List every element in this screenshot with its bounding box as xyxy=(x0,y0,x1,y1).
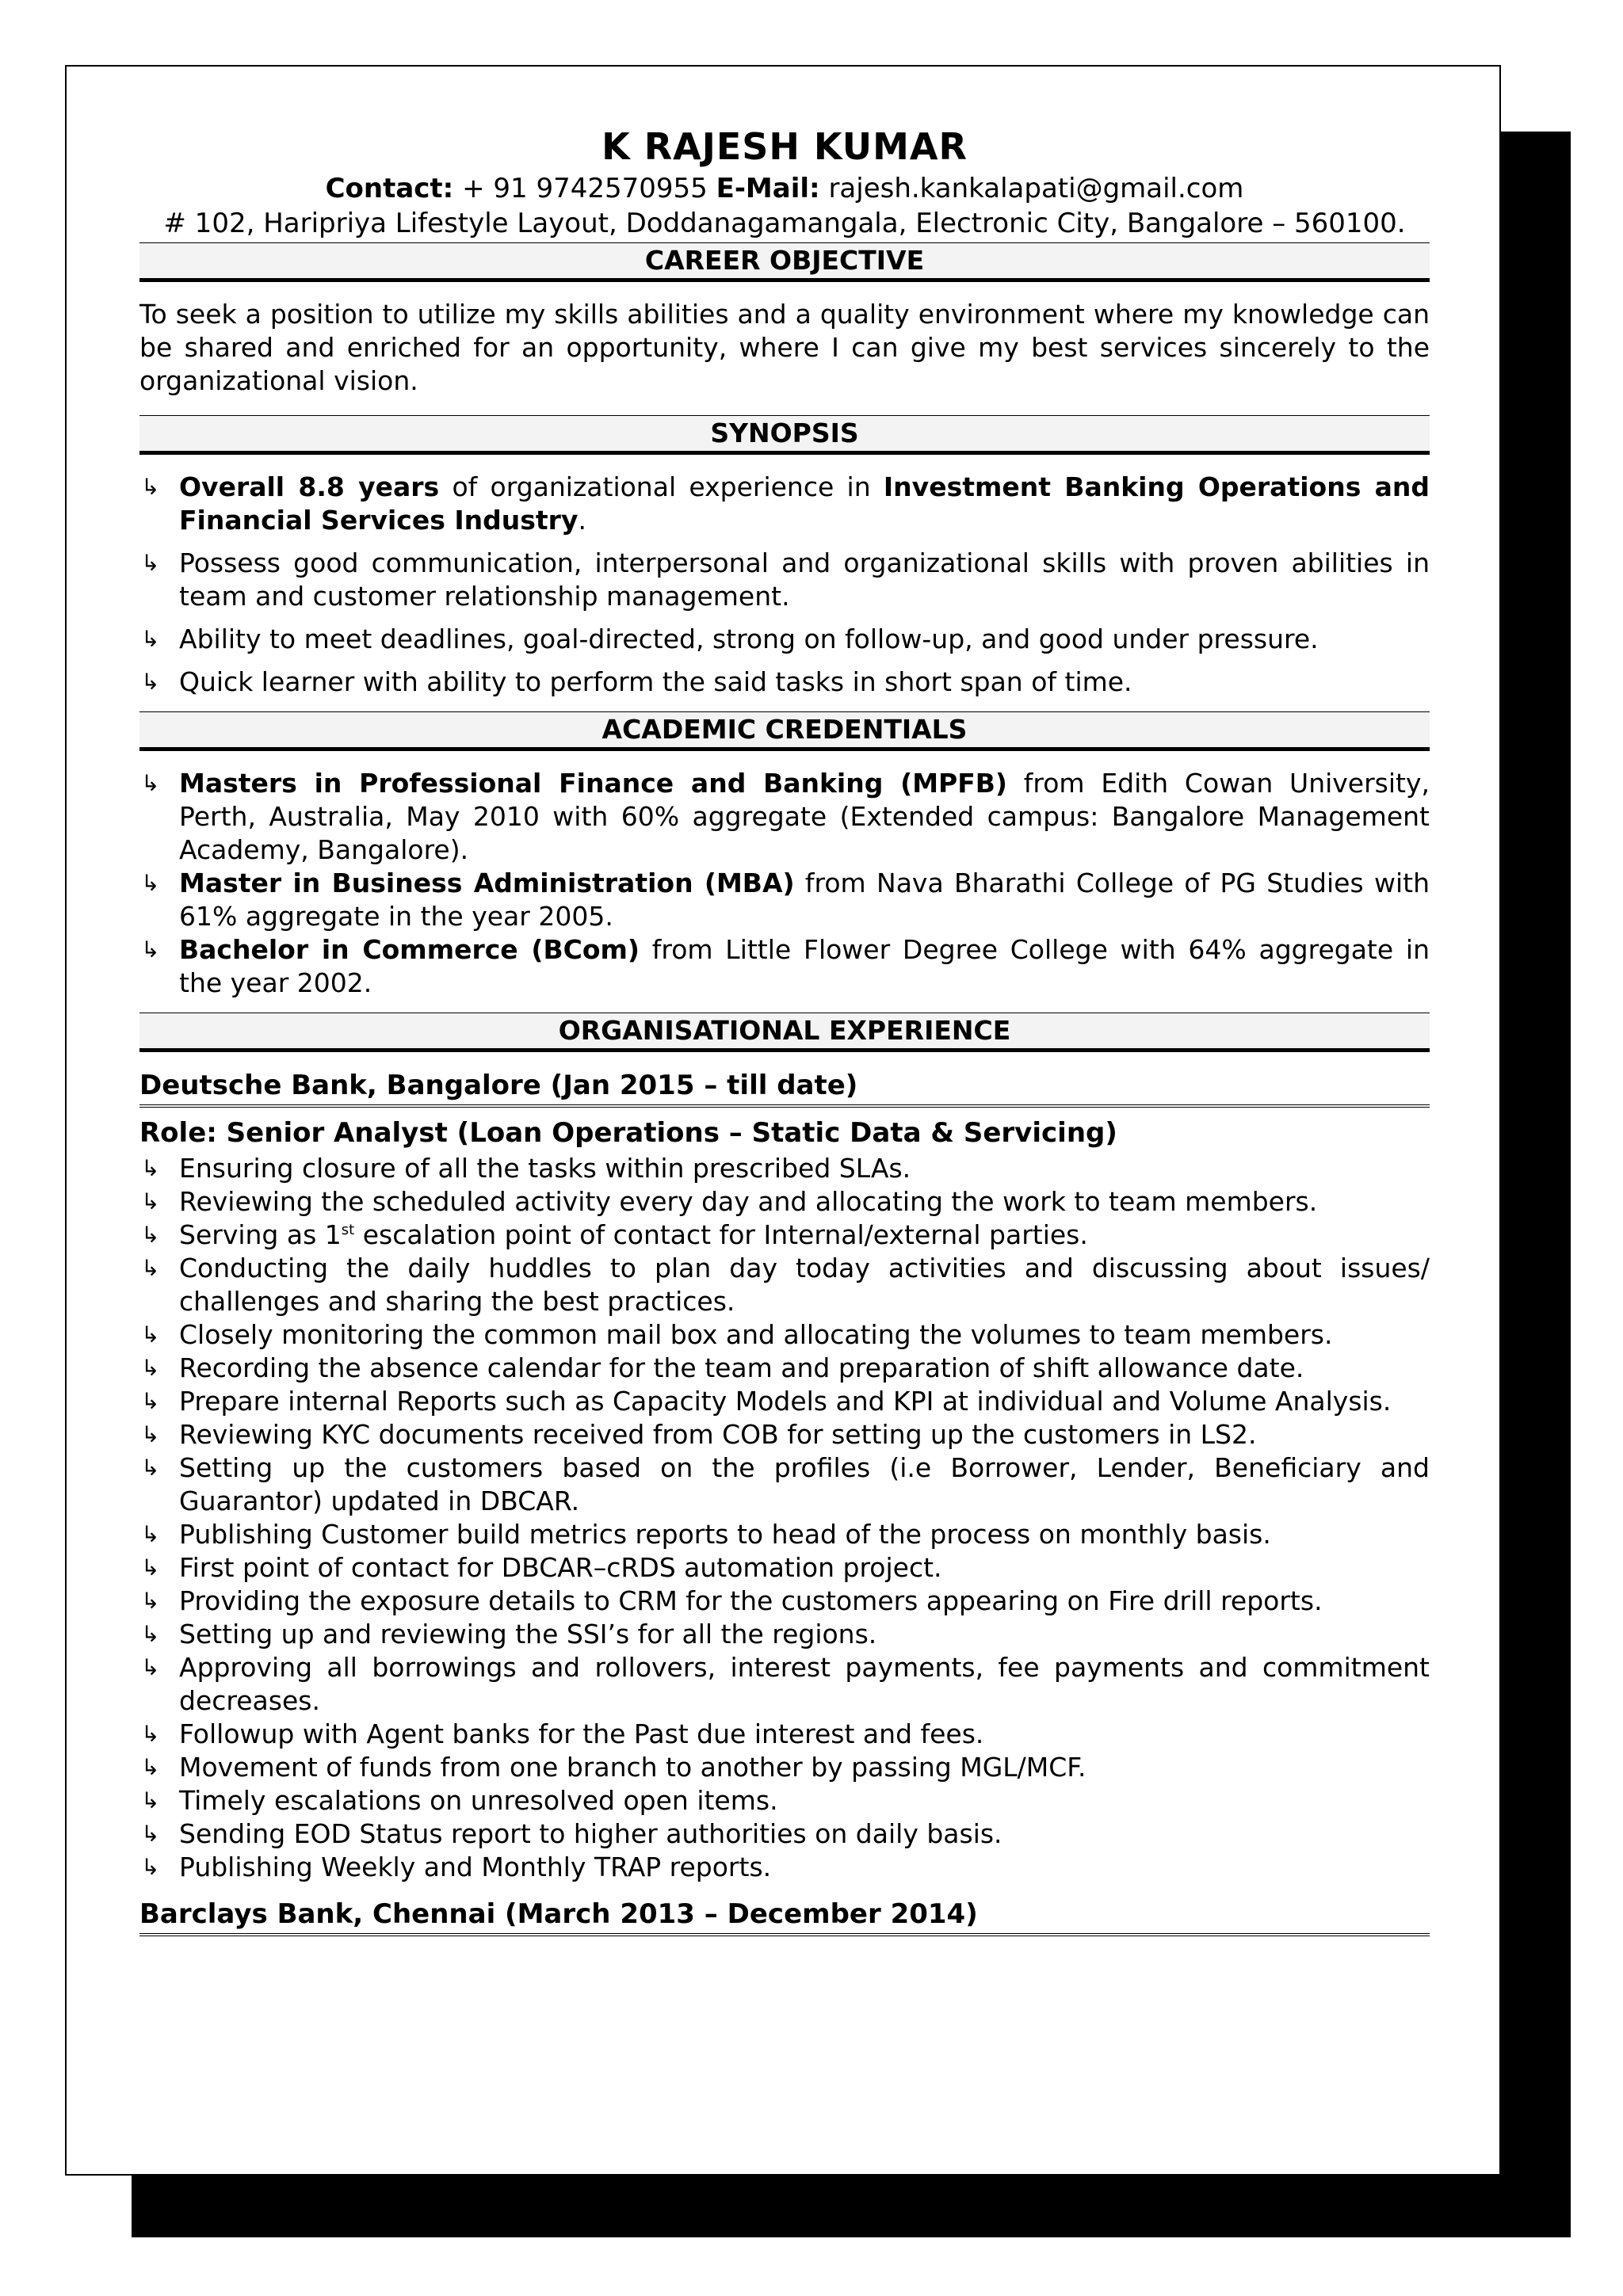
arrow-bullet-icon: ↳ xyxy=(141,1222,160,1248)
resume-content xyxy=(139,122,1430,1944)
arrow-bullet-icon: ↳ xyxy=(141,1155,160,1181)
arrow-bullet-icon: ↳ xyxy=(141,626,160,652)
list-item xyxy=(139,1252,1430,1318)
duty-text: Conducting the daily huddles to plan day today activities and discussing about issues/ challenges and sharing the best practices. xyxy=(179,1253,1430,1317)
synopsis-text: Possess good communication, interpersonal and organizational skills with proven abilities in team and customer relationship management. xyxy=(179,547,1430,612)
list-item xyxy=(139,623,1430,656)
role-title: Role: Senior Analyst (Loan Operations – Static Data & Servicing) xyxy=(139,1117,1117,1149)
list-item xyxy=(139,1851,1430,1884)
list-item xyxy=(139,471,1430,537)
list-item xyxy=(139,1318,1430,1352)
address-line: # 102, Haripriya Lifestyle Layout, Doddanagamangala, Electronic City, Bangalore – 560100. xyxy=(163,208,1406,239)
synopsis-bold: Overall 8.8 years xyxy=(179,471,440,502)
synopsis-text: . xyxy=(578,505,586,536)
list-item xyxy=(139,1784,1430,1817)
duty-text: Timely escalations on unresolved open items. xyxy=(179,1785,778,1816)
arrow-bullet-icon: ↳ xyxy=(141,1654,160,1680)
degree-name: Masters in Professional Finance and Banking (MPFB) xyxy=(179,768,1008,799)
duty-text: Recording the absence calendar for the team and preparation of shift allowance date. xyxy=(179,1352,1304,1383)
list-item xyxy=(139,867,1430,933)
list-item xyxy=(139,1618,1430,1651)
arrow-bullet-icon: ↳ xyxy=(141,1588,160,1614)
duty-text: Followup with Agent banks for the Past due interest and fees. xyxy=(179,1718,984,1749)
list-item xyxy=(139,1518,1430,1551)
list-item xyxy=(139,933,1430,1000)
degree-details: from Nava Bharathi College of PG Studies with 61% aggregate in the year 2005. xyxy=(179,868,1430,932)
email-label: E-Mail: xyxy=(716,173,820,204)
arrow-bullet-icon: ↳ xyxy=(141,770,160,796)
list-item xyxy=(139,1352,1430,1385)
list-item xyxy=(139,666,1430,699)
academic-heading: ACADEMIC CREDENTIALS xyxy=(139,711,1430,751)
synopsis-text: Quick learner with ability to perform the said tasks in short span of time. xyxy=(179,666,1132,697)
list-item xyxy=(139,1718,1430,1751)
duty-text: Closely monitoring the common mail box and allocating the volumes to team members. xyxy=(179,1319,1333,1350)
arrow-bullet-icon: ↳ xyxy=(141,1754,160,1780)
company-heading: Barclays Bank, Chennai (March 2013 – December 2014) xyxy=(139,1897,1430,1936)
degree-name: Master in Business Administration (MBA) xyxy=(179,868,795,898)
degree-name: Bachelor in Commerce (BCom) xyxy=(179,934,640,965)
arrow-bullet-icon: ↳ xyxy=(141,1787,160,1814)
duty-text: Prepare internal Reports such as Capacity Models and KPI at individual and Volume Analysis. xyxy=(179,1386,1392,1417)
list-item xyxy=(139,767,1430,867)
synopsis-text: Ability to meet deadlines, goal-directed, strong on follow-up, and good under pressure. xyxy=(179,624,1319,654)
duty-text: Ensuring closure of all the tasks within prescribed SLAs. xyxy=(179,1153,911,1184)
duty-text: Movement of funds from one branch to another by passing MGL/MCF. xyxy=(179,1752,1086,1783)
arrow-bullet-icon: ↳ xyxy=(141,1355,160,1381)
arrow-bullet-icon: ↳ xyxy=(141,1188,160,1215)
contact-line xyxy=(139,171,1430,206)
duty-text: Reviewing KYC documents received from COB for setting up the customers in LS2. xyxy=(179,1419,1257,1450)
duties-list xyxy=(139,1152,1430,1884)
arrow-bullet-icon: ↳ xyxy=(141,870,160,896)
list-item xyxy=(139,1551,1430,1585)
academic-list xyxy=(139,767,1430,1000)
arrow-bullet-icon: ↳ xyxy=(141,1388,160,1414)
arrow-bullet-icon: ↳ xyxy=(141,1521,160,1547)
duty-text: Approving all borrowings and rollovers, interest payments, fee payments and commitment decreases. xyxy=(179,1652,1430,1716)
arrow-bullet-icon: ↳ xyxy=(141,1255,160,1281)
arrow-bullet-icon: ↳ xyxy=(141,1322,160,1348)
list-item xyxy=(139,1651,1430,1718)
list-item xyxy=(139,1585,1430,1618)
synopsis-bold: Investment Banking Operations and Financial Services Industry xyxy=(179,471,1430,536)
list-item xyxy=(139,1219,1430,1252)
duty-text: Setting up the customers based on the profiles (i.e Borrower, Lender, Beneficiary and Guarantor) updated in DBCAR. xyxy=(179,1452,1430,1516)
list-item xyxy=(139,547,1430,613)
synopsis-list xyxy=(139,471,1430,699)
list-item xyxy=(139,1451,1430,1518)
arrow-bullet-icon: ↳ xyxy=(141,1854,160,1880)
duty-text: escalation point of contact for Internal/external parties. xyxy=(354,1219,1088,1250)
degree-details: from Little Flower Degree College with 64% aggregate in the year 2002. xyxy=(179,934,1430,998)
synopsis-heading: SYNOPSIS xyxy=(139,415,1430,455)
career-objective-text: To seek a position to utilize my skills abilities and a quality environment where my knowledge can be shared and enriched for an opportunity, where I can give my best services sincerely to the organizational vision. xyxy=(139,299,1430,396)
arrow-bullet-icon: ↳ xyxy=(141,1821,160,1847)
arrow-bullet-icon: ↳ xyxy=(141,669,160,695)
arrow-bullet-icon: ↳ xyxy=(141,1554,160,1581)
duty-text: Reviewing the scheduled activity every day and allocating the work to team members. xyxy=(179,1186,1318,1217)
duty-text: Publishing Weekly and Monthly TRAP reports. xyxy=(179,1852,772,1882)
duty-text: First point of contact for DBCAR–cRDS automation project. xyxy=(179,1552,942,1583)
ordinal-suffix: st xyxy=(341,1222,355,1238)
duty-text: Publishing Customer build metrics reports to head of the process on monthly basis. xyxy=(179,1519,1271,1550)
phone-number: + 91 9742570955 xyxy=(462,173,708,204)
resume-page xyxy=(65,65,1501,2176)
candidate-name: K RAJESH KUMAR xyxy=(601,125,968,168)
arrow-bullet-icon: ↳ xyxy=(141,1455,160,1481)
arrow-bullet-icon: ↳ xyxy=(141,550,160,576)
degree-details: from Edith Cowan University, Perth, Australia, May 2010 with 60% aggregate (Extended campus: Bangalore Management Academy, Bangalore). xyxy=(179,768,1430,865)
arrow-bullet-icon: ↳ xyxy=(141,1721,160,1747)
list-item xyxy=(139,1751,1430,1784)
arrow-bullet-icon: ↳ xyxy=(141,1421,160,1447)
synopsis-text: of organizational experience in xyxy=(439,471,884,502)
company-heading: Deutsche Bank, Bangalore (Jan 2015 – till date) xyxy=(139,1068,1430,1108)
list-item xyxy=(139,1817,1430,1851)
experience-heading: ORGANISATIONAL EXPERIENCE xyxy=(139,1013,1430,1052)
arrow-bullet-icon: ↳ xyxy=(141,1621,160,1647)
duty-text: Setting up and reviewing the SSI’s for all the regions. xyxy=(179,1619,877,1650)
email-address: rajesh.kankalapati@gmail.com xyxy=(828,173,1244,204)
duty-text: Serving as 1 xyxy=(179,1219,342,1250)
arrow-bullet-icon: ↳ xyxy=(141,936,160,963)
list-item xyxy=(139,1418,1430,1451)
duty-text: Sending EOD Status report to higher authorities on daily basis. xyxy=(179,1818,1002,1849)
list-item xyxy=(139,1185,1430,1219)
list-item xyxy=(139,1385,1430,1418)
career-objective-heading: CAREER OBJECTIVE xyxy=(139,242,1430,282)
contact-label: Contact: xyxy=(325,173,454,204)
duty-text: Providing the exposure details to CRM for the customers appearing on Fire drill reports. xyxy=(179,1585,1323,1616)
list-item xyxy=(139,1152,1430,1185)
arrow-bullet-icon: ↳ xyxy=(141,474,160,500)
